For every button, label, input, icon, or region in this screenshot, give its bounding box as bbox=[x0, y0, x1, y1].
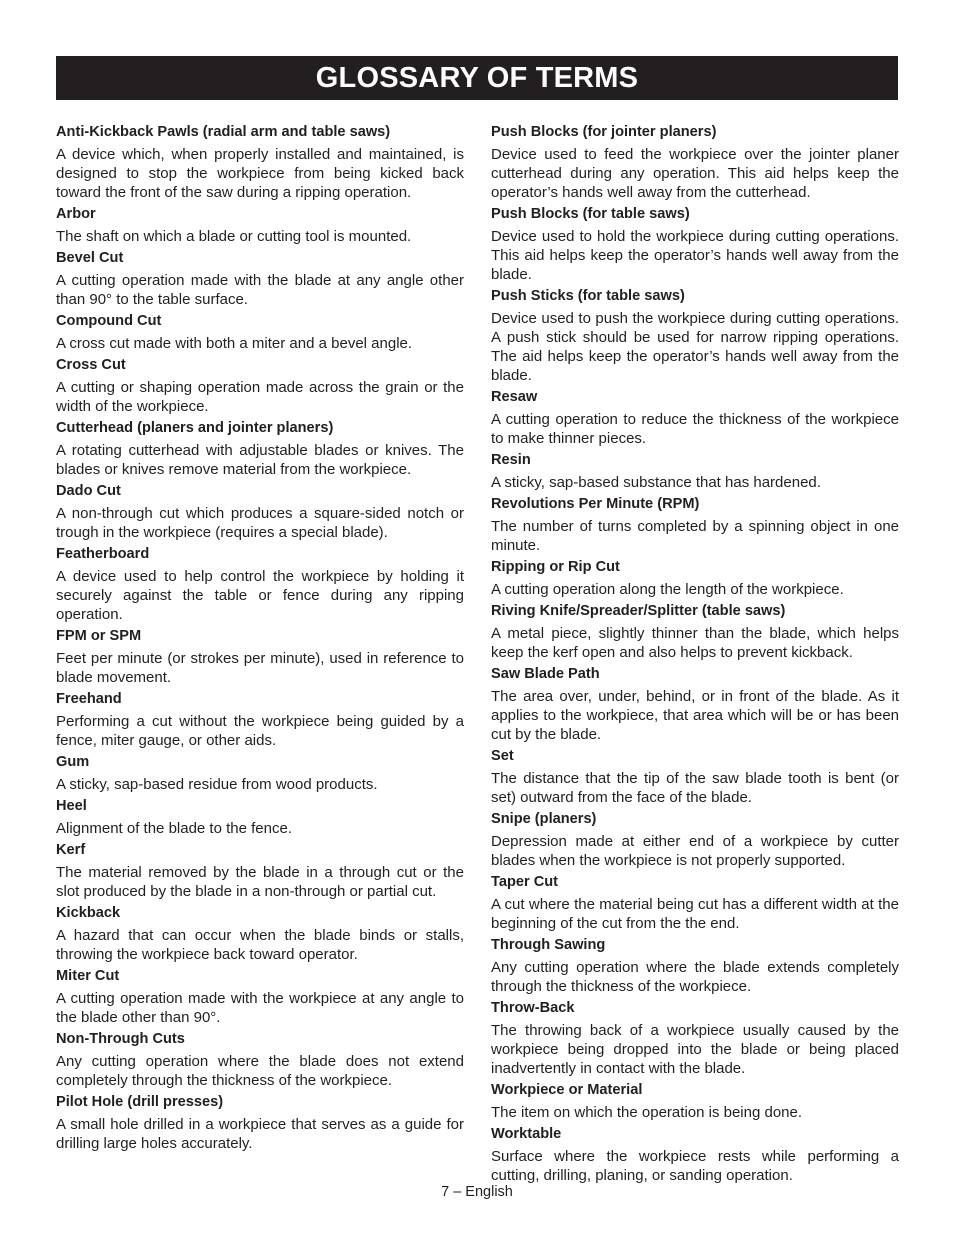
glossary-term: Ripping or Rip Cut bbox=[491, 559, 620, 575]
glossary-definition: The area over, under, behind, or in front of the blade. As it applies to the workpiece, that area which will be or has been cut by the blade. bbox=[491, 688, 899, 743]
glossary-definition: A sticky, sap-based substance that has hardened. bbox=[491, 474, 821, 491]
glossary-term: Cross Cut bbox=[56, 357, 126, 373]
glossary-term: Push Blocks (for table saws) bbox=[491, 206, 690, 222]
glossary-definition: A cutting operation to reduce the thickness of the workpiece to make thinner pieces. bbox=[491, 411, 899, 447]
glossary-term: Resaw bbox=[491, 389, 538, 405]
glossary-definition: A metal piece, slightly thinner than the blade, which helps keep the kerf open and also helps to prevent kickback. bbox=[491, 625, 899, 661]
page-footer: 7 – English bbox=[441, 1184, 513, 1200]
glossary-definition: A rotating cutterhead with adjustable blades or knives. The blades or knives remove material from the workpiece. bbox=[56, 442, 464, 478]
glossary-term: Through Sawing bbox=[491, 937, 606, 953]
glossary-term: Heel bbox=[56, 798, 87, 814]
glossary-definition: A cutting or shaping operation made across the grain or the width of the workpiece. bbox=[56, 379, 464, 415]
glossary-definition: A non-through cut which produces a square-sided notch or trough in the workpiece (requires a special blade). bbox=[56, 505, 464, 541]
glossary-term: Pilot Hole (drill presses) bbox=[56, 1094, 224, 1110]
page-title: GLOSSARY OF TERMS bbox=[56, 56, 898, 100]
glossary-definition: Device used to push the workpiece during cutting operations. A push stick should be used for narrow ripping operations. The aid helps keep the operator’s hands well away from the blade. bbox=[491, 310, 899, 384]
glossary-term: Push Blocks (for jointer planers) bbox=[491, 124, 717, 140]
glossary-definition: A cutting operation made with the blade at any angle other than 90° to the table surface. bbox=[56, 272, 464, 308]
glossary-definition: The distance that the tip of the saw blade tooth is bent (or set) outward from the face of the blade. bbox=[491, 770, 899, 806]
glossary-term: FPM or SPM bbox=[56, 628, 142, 644]
glossary-column-right bbox=[491, 123, 899, 1188]
glossary-term: Riving Knife/Spreader/Splitter (table saws) bbox=[491, 603, 786, 619]
glossary-definition: A cutting operation along the length of the workpiece. bbox=[491, 581, 844, 598]
glossary-definition: Any cutting operation where the blade does not extend completely through the thickness of the workpiece. bbox=[56, 1053, 464, 1089]
glossary-term: Compound Cut bbox=[56, 313, 162, 329]
glossary-column-left bbox=[56, 123, 464, 1156]
glossary-term: Snipe (planers) bbox=[491, 811, 597, 827]
glossary-term: Push Sticks (for table saws) bbox=[491, 288, 685, 304]
glossary-definition: The number of turns completed by a spinning object in one minute. bbox=[491, 518, 899, 554]
glossary-definition: A cutting operation made with the workpiece at any angle to the blade other than 90°. bbox=[56, 990, 464, 1026]
glossary-definition: A device used to help control the workpiece by holding it securely against the table or fence during any ripping operation. bbox=[56, 568, 464, 623]
glossary-definition: The throwing back of a workpiece usually caused by the workpiece being dropped into the blade or being placed inadvertently in contact with the blade. bbox=[491, 1022, 899, 1077]
glossary-definition: Alignment of the blade to the fence. bbox=[56, 820, 292, 837]
glossary-term: Arbor bbox=[56, 206, 96, 222]
glossary-definition: A sticky, sap-based residue from wood products. bbox=[56, 776, 378, 793]
glossary-term: Set bbox=[491, 748, 514, 764]
glossary-term: Non-Through Cuts bbox=[56, 1031, 185, 1047]
glossary-definition: The item on which the operation is being done. bbox=[491, 1104, 803, 1121]
glossary-definition: Surface where the workpiece rests while performing a cutting, drilling, planing, or sanding operation. bbox=[491, 1148, 899, 1184]
glossary-definition: A small hole drilled in a workpiece that serves as a guide for drilling large holes accurately. bbox=[56, 1116, 464, 1152]
glossary-definition: Feet per minute (or strokes per minute), used in reference to blade movement. bbox=[56, 650, 464, 686]
glossary-definition: Any cutting operation where the blade extends completely through the thickness of the workpiece. bbox=[491, 959, 899, 995]
glossary-definition: A device which, when properly installed and maintained, is designed to stop the workpiece from being kicked back toward the front of the saw during a ripping operation. bbox=[56, 146, 464, 201]
glossary-term: Freehand bbox=[56, 691, 122, 707]
glossary-term: Worktable bbox=[491, 1126, 562, 1142]
glossary-definition: A hazard that can occur when the blade binds or stalls, throwing the workpiece back toward operator. bbox=[56, 927, 464, 963]
glossary-term: Workpiece or Material bbox=[491, 1082, 643, 1098]
glossary-term: Featherboard bbox=[56, 546, 150, 562]
glossary-definition: Depression made at either end of a workpiece by cutter blades when the workpiece is not properly supported. bbox=[491, 833, 899, 869]
glossary-term: Throw-Back bbox=[491, 1000, 575, 1016]
glossary-term: Miter Cut bbox=[56, 968, 120, 984]
glossary-term: Revolutions Per Minute (RPM) bbox=[491, 496, 700, 512]
glossary-term: Cutterhead (planers and jointer planers) bbox=[56, 420, 334, 436]
glossary-term: Dado Cut bbox=[56, 483, 121, 499]
glossary-definition: Device used to hold the workpiece during cutting operations. This aid helps keep the operator’s hands well away from the blade. bbox=[491, 228, 899, 283]
glossary-term: Kickback bbox=[56, 905, 121, 921]
glossary-definition: A cut where the material being cut has a different width at the beginning of the cut from the the end. bbox=[491, 896, 899, 932]
glossary-term: Resin bbox=[491, 452, 531, 468]
glossary-definition: Device used to feed the workpiece over the jointer planer cutterhead during any operation. This aid helps keep the operator’s hands well away from the cutterhead. bbox=[491, 146, 899, 201]
glossary-term: Kerf bbox=[56, 842, 86, 858]
glossary-term: Saw Blade Path bbox=[491, 666, 600, 682]
glossary-term: Bevel Cut bbox=[56, 250, 124, 266]
glossary-term: Taper Cut bbox=[491, 874, 559, 890]
glossary-definition: The shaft on which a blade or cutting tool is mounted. bbox=[56, 228, 412, 245]
glossary-term: Anti-Kickback Pawls (radial arm and table saws) bbox=[56, 124, 391, 140]
glossary-term: Gum bbox=[56, 754, 90, 770]
glossary-definition: Performing a cut without the workpiece being guided by a fence, miter gauge, or other aids. bbox=[56, 713, 464, 749]
glossary-definition: The material removed by the blade in a through cut or the slot produced by the blade in a non-through or partial cut. bbox=[56, 864, 464, 900]
glossary-definition: A cross cut made with both a miter and a bevel angle. bbox=[56, 335, 413, 352]
